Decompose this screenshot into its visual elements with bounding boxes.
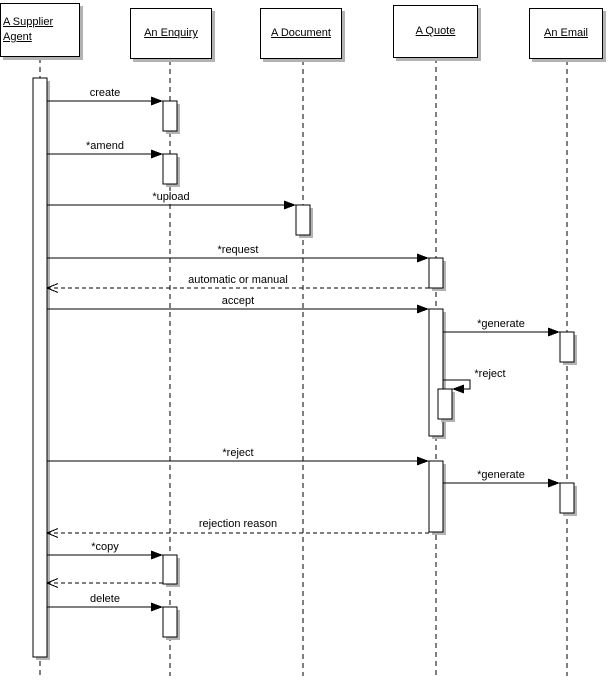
actor-box-a-quote bbox=[393, 5, 478, 58]
message-create bbox=[47, 87, 163, 106]
arrowhead-icon bbox=[151, 603, 163, 612]
message-request bbox=[47, 244, 429, 263]
message-label: *reject bbox=[474, 368, 506, 380]
message-copy bbox=[47, 541, 163, 560]
activation-email-generate-2 bbox=[560, 483, 577, 516]
activation-document-upload bbox=[296, 205, 313, 238]
actor-box-supplier-agent bbox=[0, 3, 80, 57]
activation-bar bbox=[296, 205, 310, 235]
activation-enquiry-delete bbox=[163, 607, 180, 640]
message-generate-2 bbox=[443, 469, 560, 488]
actor-label: An Email bbox=[543, 27, 589, 39]
message-label: *request bbox=[217, 244, 259, 256]
arrowhead-icon bbox=[417, 457, 429, 466]
message-amend bbox=[47, 140, 163, 159]
activation-bar bbox=[429, 461, 443, 532]
message-label: *upload bbox=[152, 191, 190, 203]
activation-quote-request bbox=[429, 258, 446, 291]
activation-email-generate-1 bbox=[560, 332, 577, 365]
activation-enquiry-copy bbox=[163, 555, 180, 587]
message-accept bbox=[47, 295, 429, 314]
actor-label: A Document bbox=[271, 27, 331, 39]
actor-label: A Quote bbox=[415, 25, 456, 37]
arrowhead-icon bbox=[151, 551, 163, 560]
actor-box-an-enquiry bbox=[130, 8, 212, 59]
message-label: delete bbox=[90, 593, 120, 605]
message-label: rejection reason bbox=[198, 518, 278, 530]
message-label: *reject bbox=[222, 447, 254, 459]
activation-supplier-agent bbox=[33, 78, 50, 660]
arrowhead-icon bbox=[548, 479, 560, 488]
message-upload bbox=[47, 191, 296, 210]
arrowhead-icon bbox=[548, 328, 560, 337]
message-delete bbox=[47, 593, 163, 612]
activation-bar bbox=[429, 258, 443, 288]
message-label: create bbox=[89, 87, 121, 99]
message-label: *amend bbox=[86, 140, 124, 152]
activation-quote-self-reject bbox=[438, 389, 455, 422]
message-label: automatic or manual bbox=[188, 274, 288, 286]
arrowhead-icon bbox=[417, 254, 429, 263]
activation-bar bbox=[163, 607, 177, 637]
message-automatic-or-manual bbox=[47, 274, 429, 293]
activation-quote-reject bbox=[429, 461, 446, 535]
activation-enquiry-amend bbox=[163, 154, 180, 187]
activation-bar bbox=[438, 389, 452, 419]
activation-bar bbox=[33, 78, 47, 657]
message-reject bbox=[47, 447, 429, 466]
arrowhead-icon bbox=[417, 305, 429, 314]
actor-box-a-document bbox=[260, 8, 342, 59]
message-rejection-reason bbox=[47, 518, 429, 538]
arrowhead-icon bbox=[151, 97, 163, 106]
message-label: *copy bbox=[91, 541, 119, 553]
activation-bar bbox=[163, 555, 177, 584]
activation-bar bbox=[163, 101, 177, 131]
activation-bar bbox=[560, 483, 574, 513]
arrowhead-icon bbox=[284, 201, 296, 210]
activation-bar bbox=[560, 332, 574, 362]
message-label: *generate bbox=[477, 469, 525, 481]
message-label: *generate bbox=[477, 318, 525, 330]
activation-enquiry-create bbox=[163, 101, 180, 134]
actor-label: A Supplier Agent bbox=[3, 16, 54, 43]
activation-bar bbox=[163, 154, 177, 184]
actor-label: An Enquiry bbox=[144, 27, 198, 39]
actor-box-an-email bbox=[529, 8, 603, 59]
message-generate-1 bbox=[443, 318, 560, 337]
message-copy-return bbox=[47, 579, 163, 588]
message-label: accept bbox=[221, 295, 255, 307]
arrowhead-icon bbox=[151, 150, 163, 159]
